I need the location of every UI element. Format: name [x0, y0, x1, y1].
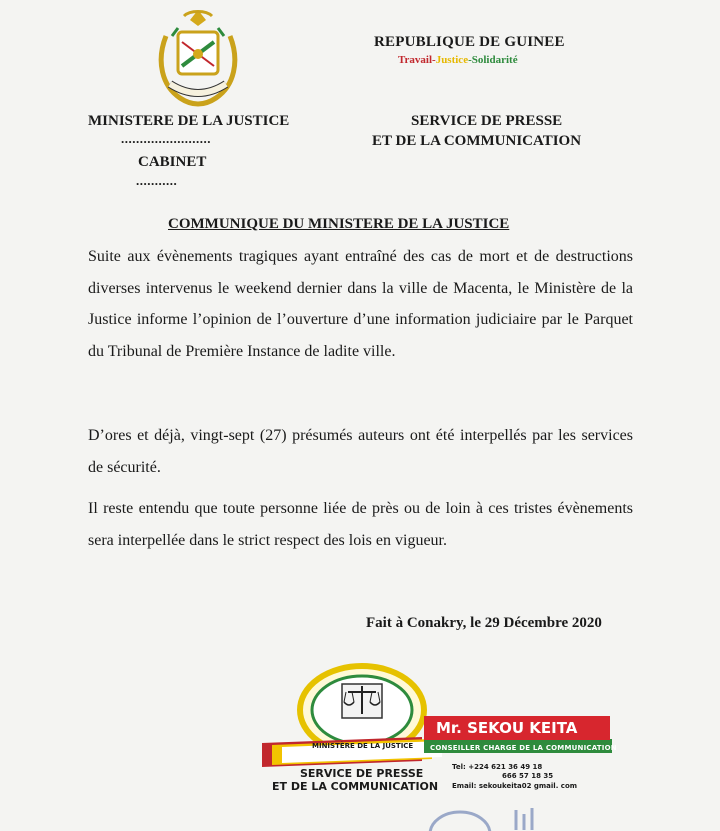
seal-label: MINISTÈRE DE LA JUSTICE	[312, 742, 414, 750]
signatory-role: CONSEILLER CHARGE DE LA COMMUNICATION	[430, 744, 617, 752]
flag-ribbon	[262, 735, 612, 769]
signatory-name: Mr. SEKOU KEITA	[424, 716, 610, 740]
paragraph-1: Suite aux évènements tragiques ayant entraîné des cas de mort et de destructions diverses intervenus le weekend dernier dans la ville de Macenta, le Ministère de la Justice informe l’opinion de l’ouverture d’une information judiciaire par le Parquet du Tribunal de Première Instance de ladite ville.	[88, 248, 633, 360]
ministry-heading: MINISTERE DE LA JUSTICE	[88, 113, 290, 129]
motto-travail: Travail-	[398, 54, 436, 66]
national-motto	[398, 54, 518, 66]
separator-dots-short: ...........	[136, 173, 178, 188]
stamp-email: Email: sekoukeita02 gmail. com	[452, 782, 578, 790]
stamp-service-line2: ET DE LA COMMUNICATION	[272, 780, 439, 793]
motto-justice: Justice	[435, 54, 469, 66]
motto-solidarite: -Solidarité	[468, 54, 518, 66]
paragraph-3: Il reste entendu que toute personne liée de près ou de loin à ces tristes évènements sera interpellée dans le strict respect des lois en vigueur.	[88, 500, 633, 549]
separator-dots: ........................	[121, 131, 211, 146]
press-service-line2: ET DE LA COMMUNICATION	[372, 133, 582, 149]
partial-stamp-icon	[420, 800, 560, 831]
dateline: Fait à Conakry, le 29 Décembre 2020	[366, 615, 602, 631]
communique-title: COMMUNIQUE DU MINISTERE DE LA JUSTICE	[168, 216, 510, 232]
stamp-service-line1: SERVICE DE PRESSE	[300, 767, 424, 780]
stamp-phone-2: 666 57 18 35	[502, 772, 554, 780]
stamp-phone: Tel: +224 621 36 49 18	[452, 763, 543, 771]
cabinet-heading: CABINET	[138, 154, 207, 170]
paragraph-2: D’ores et déjà, vingt-sept (27) présumés auteurs ont été interpellés par les services de sécurité.	[88, 427, 633, 476]
republic-heading: REPUBLIQUE DE GUINEE	[374, 34, 565, 50]
press-service-line1: SERVICE DE PRESSE	[411, 113, 563, 129]
coat-of-arms-icon	[148, 6, 248, 111]
